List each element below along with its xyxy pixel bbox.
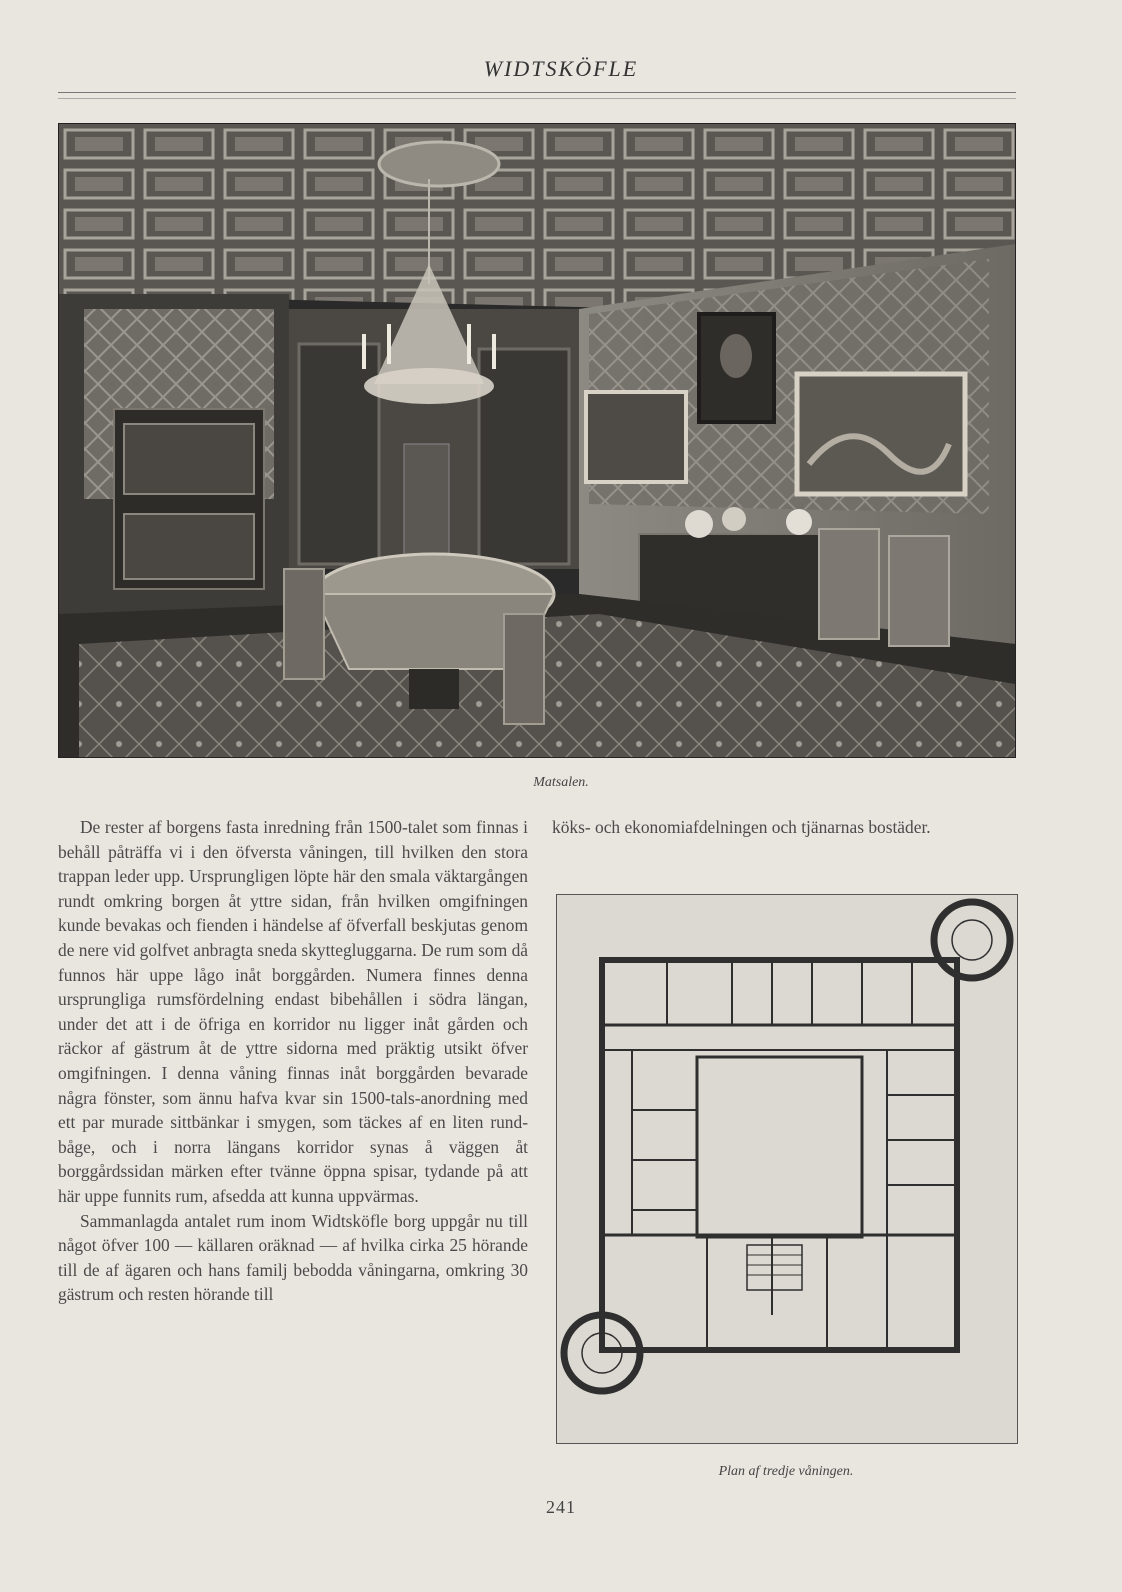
floor-plan-drawing — [557, 895, 1017, 1443]
paragraph: De rester af borgens fasta inredning från 1500-talet som finnas i behåll påträffa vi i den öfversta våningen, till hvilken den stora trappan leder upp. Ursprungligen löpte här den smala väktargången rundt omkring borgen åt yttre sidan, från hvilken omgifningen kunde bevakas och fienden i händelse af öfverfall beskjutas genom de nere vid golfvet anbragta sneda skyttegluggarna. De rum som då funnos här uppe lågo inåt borggården. Numera finnes denna ursprungliga rumsfördelning endast bibehållen i södra längan, under det att i de öfriga en korridor nu ligger inåt gården och räckor af gästrum åt de yttre sidorna med präktig utsikt öfver omgifningen. I denna våning finnas inåt borggården bevarade några fönster, som ännu hafva kvar sin 1500-tals-anordning med ett par murade sittbänkar i smygen, som täckes af en liten rundbåge, och i norra längans korridor synas å väggen åt borggårdssidan märken efter tvänne öppna spisar, tydande på att här uppe funnits rum, afsedda att kunna uppvärmas. — [58, 817, 528, 1206]
header-rule — [58, 92, 1016, 99]
body-text-left-column — [58, 815, 528, 1307]
photo-caption: Matsalen. — [533, 775, 589, 790]
floor-plan-figure — [556, 894, 1018, 1444]
dining-room-image — [59, 124, 1015, 757]
page-number: 241 — [546, 1497, 576, 1517]
plan-caption: Plan af tredje våningen. — [718, 1464, 854, 1479]
paragraph: Sammanlagda antalet rum inom Widtsköfle borg uppgår nu till något öfver 100 — källaren oräknad — af hvilka cirka 25 hörande till de af ägaren och hans familj bebodda våningarna, omkring 30 gästrum och resten hörande till — [58, 1210, 528, 1305]
body-text-continuation: köks- och ekonomiafdelningen och tjänarnas bostäder. — [552, 817, 931, 837]
dining-room-photograph — [58, 123, 1016, 758]
running-title: WIDTSKÖFLE — [483, 56, 639, 81]
